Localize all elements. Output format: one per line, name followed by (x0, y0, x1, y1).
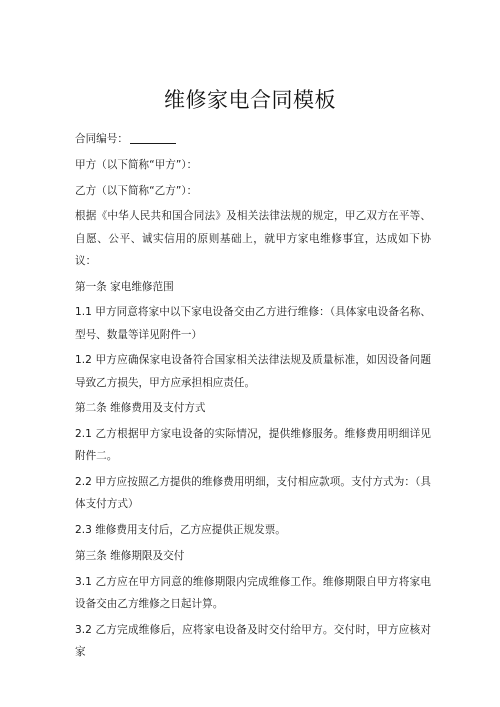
clause-2-2: 2.2 甲方应按照乙方提供的维修费用明细，支付相应款项。支付方式为：（具体支付方式） (75, 476, 431, 511)
clause-2-1: 2.1 乙方根据甲方家电设备的实际情况，提供维修服务。维修费用明细详见附件二。 (75, 428, 431, 463)
article-1-heading: 第一条 家电维修范围 (75, 280, 174, 293)
clause-2-3: 2.3 维修费用支付后，乙方应提供正规发票。 (75, 524, 286, 537)
party-b-line: 乙方（以下简称“乙方”）： (75, 184, 198, 197)
article-2-heading: 第二条 维修费用及支付方式 (75, 402, 206, 415)
clause-3-2: 3.2 乙方完成维修后，应将家电设备及时交付给甲方。交付时，甲方应核对家 (75, 623, 431, 658)
clause-1-2: 1.2 甲方应确保家电设备符合国家相关法律法规及质量标准，如因设备问题导致乙方损失，甲方应承担相应责任。 (75, 354, 431, 389)
clause-1-1: 1.1 甲方同意将家中以下家电设备交由乙方进行维修：（具体家电设备名称、型号、数量等详见附件一） (75, 306, 431, 341)
document-title: 维修家电合同模板 (164, 88, 336, 112)
contract-number-blank (130, 131, 176, 144)
contract-number-line (75, 128, 431, 150)
contract-number-label: 合同编号： (75, 133, 128, 145)
article-3-heading: 第三条 维修期限及交付 (75, 549, 185, 562)
party-a-line: 甲方（以下简称“甲方”）： (75, 158, 198, 171)
document-body (75, 128, 431, 667)
preamble-paragraph: 根据《中华人民共和国合同法》及相关法律法规的规定，甲乙双方在平等、自愿、公平、诚实信用的原则基础上，就甲方家电维修事宜，达成如下协议： (75, 210, 431, 267)
clause-3-1: 3.1 乙方应在甲方同意的维修期限内完成维修工作。维修期限自甲方将家电设备交由乙方维修之日起计算。 (75, 575, 431, 610)
